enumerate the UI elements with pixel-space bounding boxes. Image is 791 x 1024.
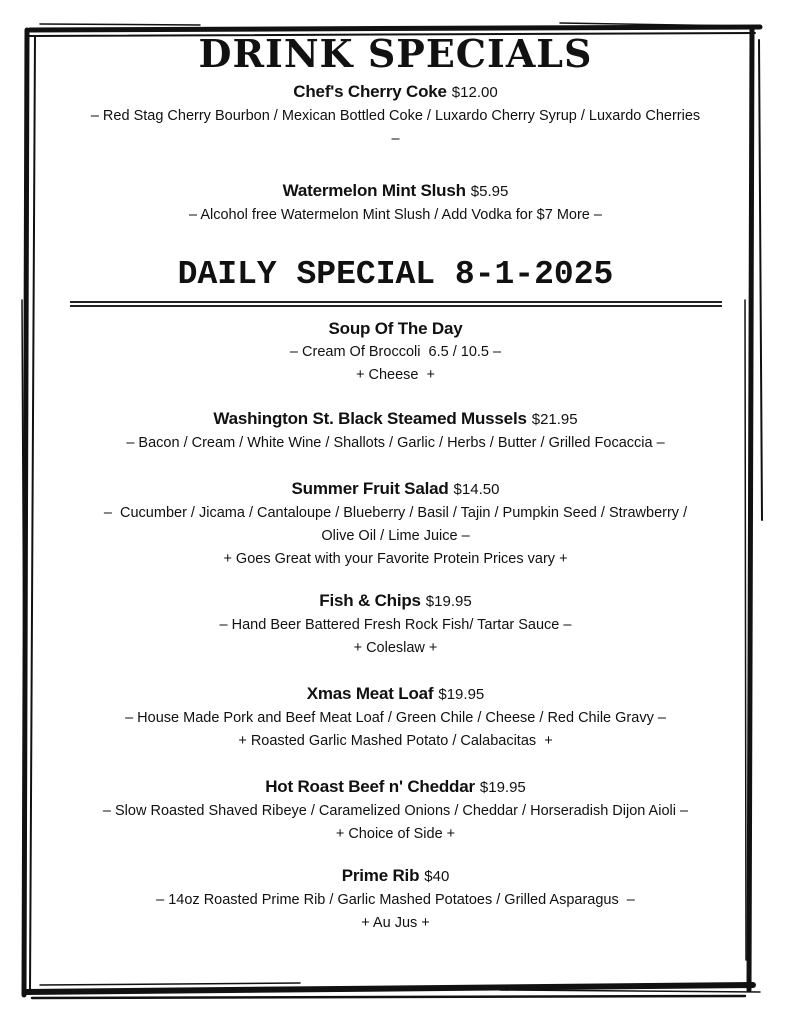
item-description: Olive Oil / Lime Juice – [321,528,470,544]
item-name: Watermelon Mint Slush [282,181,466,200]
item-price: $14.50 [453,481,500,498]
menu-item [40,477,751,571]
item-name: Fish & Chips [319,591,421,610]
menu-item [40,407,751,455]
item-name: Washington St. Black Steamed Mussels [213,409,527,428]
item-description: – Cucumber / Jicama / Cantaloupe / Blueberry / Basil / Tajin / Pumpkin Seed / Strawberry / [103,505,688,521]
menu-item [40,682,751,753]
item-description: – Cream Of Broccoli 6.5 / 10.5 – [289,344,502,360]
item-description: + Goes Great with your Favorite Protein Prices vary + [223,551,568,567]
menu-item [40,589,751,660]
menu-item [40,317,751,387]
item-name: Prime Rib [341,866,420,885]
menu-item [40,864,751,935]
item-description: + Au Jus + [361,915,430,931]
item-price: $19.95 [479,779,526,796]
item-description: – 14oz Roasted Prime Rib / Garlic Mashed Potatoes / Grilled Asparagus – [156,892,635,908]
item-name: Soup Of The Day [328,319,463,338]
item-description: – House Made Pork and Beef Meat Loaf / Green Chile / Cheese / Red Chile Gravy – [125,710,666,726]
item-price: $21.95 [531,411,578,428]
item-price: $5.95 [470,183,509,200]
menu-item [40,179,751,227]
item-description: + Coleslaw + [353,640,438,656]
item-name: Xmas Meat Loaf [306,684,434,703]
item-description: – Red Stag Cherry Bourbon / Mexican Bottled Coke / Luxardo Cherry Syrup / Luxardo Cherries [90,108,701,124]
item-description: + Cheese + [356,367,435,383]
menu-item [40,775,751,846]
item-description: + Roasted Garlic Mashed Potato / Calabacitas + [238,733,553,749]
menu-item [40,80,751,151]
item-name: Summer Fruit Salad [291,479,449,498]
item-description: – Bacon / Cream / White Wine / Shallots / Garlic / Herbs / Butter / Grilled Focaccia – [126,435,665,451]
item-description: + Choice of Side + [335,826,456,842]
item-price: $19.95 [425,593,472,610]
item-name: Hot Roast Beef n' Cheddar [265,777,475,796]
item-price: $12.00 [451,84,498,101]
menu-content [40,32,751,935]
item-price: $40 [424,868,450,885]
drink-specials-title: DRINK SPECIALS [198,31,593,76]
item-description: – Hand Beer Battered Fresh Rock Fish/ Tartar Sauce – [219,617,572,633]
item-description: – Alcohol free Watermelon Mint Slush / Add Vodka for $7 More – [189,207,602,223]
title-divider [70,301,722,307]
item-description: – Slow Roasted Shaved Ribeye / Caramelized Onions / Cheddar / Horseradish Dijon Aioli – [102,803,689,819]
item-description: – [391,131,400,147]
item-name: Chef's Cherry Coke [293,82,447,101]
item-price: $19.95 [438,686,485,703]
daily-special-title: DAILY SPECIAL 8-1-2025 [177,256,614,293]
